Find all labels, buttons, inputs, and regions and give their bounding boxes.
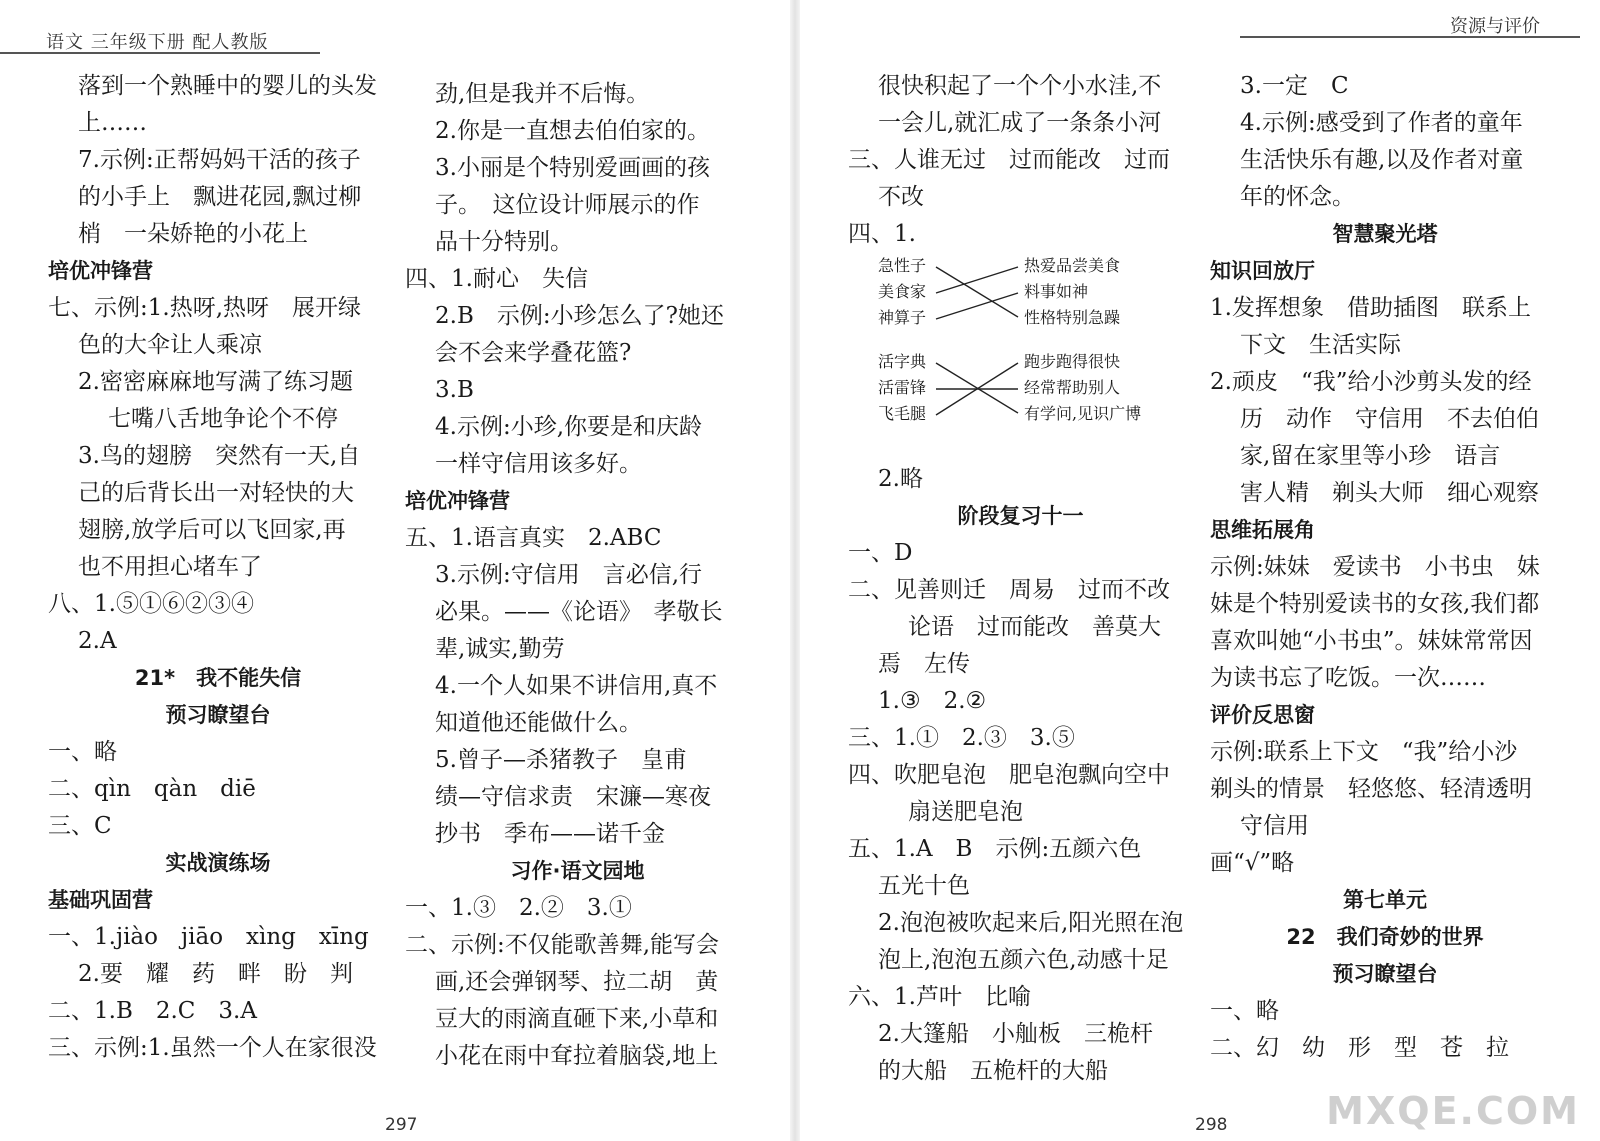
answer-line: 7.示例:正帮妈妈干活的孩子 bbox=[78, 147, 361, 173]
answer-line: 一、略 bbox=[48, 739, 117, 765]
answer-line: 示例:联系上下文 “我”给小沙 bbox=[1210, 739, 1518, 765]
answer-line: 妹是个特别爱读书的女孩,我们都 bbox=[1210, 591, 1540, 617]
matching-term: 料事如神 bbox=[1024, 282, 1089, 301]
answer-line: 七、示例:1.热呀,热呀 展开绿 bbox=[48, 295, 362, 321]
matching-exercise bbox=[878, 253, 1178, 461]
answer-line: 3.鸟的翅膀 突然有一天,自 bbox=[78, 443, 361, 469]
answer-line: 的大船 五桅杆的大船 bbox=[878, 1058, 1108, 1084]
answer-line: 3.小丽是个特别爱画画的孩 bbox=[435, 155, 710, 181]
answer-line: 家,留在家里等小珍 语言 bbox=[1240, 443, 1501, 469]
matching-term: 性格特别急躁 bbox=[1024, 308, 1121, 327]
answer-line: 3.B bbox=[435, 377, 474, 403]
answer-line: 生活快乐有趣,以及作者对童 bbox=[1240, 147, 1524, 173]
answer-line: 四、吹肥皂泡 肥皂泡飘向空中 bbox=[848, 762, 1170, 788]
answer-line: 2.略 bbox=[878, 466, 923, 492]
answer-line: 劲,但是我并不后悔。 bbox=[435, 81, 650, 107]
section-heading: 思维拓展角 bbox=[1210, 518, 1315, 542]
answer-line: 一、1.jiào jiāo xìng xīng bbox=[48, 924, 369, 950]
answer-line: 2.B 示例:小珍怎么了?她还 bbox=[435, 303, 724, 329]
match-line bbox=[936, 267, 1018, 293]
answer-line: 绩—守信求责 宋濂—寒夜 bbox=[435, 784, 711, 810]
section-title: 预习瞭望台 bbox=[165, 703, 271, 727]
matching-term: 热爱品尝美食 bbox=[1024, 256, 1121, 275]
answer-line: 豆大的雨滴直砸下来,小草和 bbox=[435, 1006, 719, 1032]
answer-line: 2.密密麻麻地写满了练习题 bbox=[78, 369, 353, 395]
matching-term: 经常帮助别人 bbox=[1024, 378, 1121, 397]
answer-line: 知道他还能做什么。 bbox=[435, 710, 642, 736]
right-column-1 bbox=[848, 68, 1193, 1090]
answer-line: 二、幻 幼 形 型 苍 拉 bbox=[1210, 1035, 1509, 1061]
answer-line: 的小手上 飘进花园,飘过柳 bbox=[78, 184, 362, 210]
answer-line: 害人精 剃头大师 细心观察 bbox=[1240, 480, 1539, 506]
answer-line: 示例:妹妹 爱读书 小书虫 妹 bbox=[1210, 554, 1540, 580]
section-heading: 评价反思窗 bbox=[1210, 703, 1315, 727]
section-title: 第七单元 bbox=[1343, 888, 1427, 912]
answer-line: 色的大伞让人乘凉 bbox=[78, 332, 262, 358]
section-title: 21* 我不能失信 bbox=[134, 666, 302, 690]
answer-line: 一会儿,就汇成了一条条小河 bbox=[878, 110, 1162, 136]
answer-line: 3.示例:守信用 言必信,行 bbox=[435, 562, 703, 588]
section-heading: 知识回放厅 bbox=[1210, 259, 1315, 283]
answer-line: 2.大篷船 小舢板 三桅杆 bbox=[878, 1021, 1153, 1047]
answer-line: 一、D bbox=[848, 540, 913, 566]
answer-line: 小花在雨中耷拉着脑袋,地上 bbox=[435, 1043, 719, 1069]
answer-line: 3.一定 C bbox=[1240, 73, 1349, 99]
answer-line: 梢 一朵娇艳的小花上 bbox=[78, 221, 308, 247]
answer-line: 年的怀念。 bbox=[1240, 184, 1355, 210]
answer-line: 论语 过而能改 善莫大 bbox=[908, 614, 1161, 640]
answer-line: 1.发挥想象 借助插图 联系上 bbox=[1210, 295, 1531, 321]
matching-term: 有学问,见识广博 bbox=[1024, 404, 1142, 423]
answer-line: 焉 左传 bbox=[878, 651, 970, 677]
answer-line: 上…… bbox=[78, 110, 147, 136]
answer-line: 2.你是一直想去伯伯家的。 bbox=[435, 118, 710, 144]
answer-line: 落到一个熟睡中的婴儿的头发 bbox=[78, 73, 377, 99]
answer-line: 1.③ 2.② bbox=[878, 688, 987, 714]
left-header-rule bbox=[0, 52, 320, 54]
answer-line: 六、1.芦叶 比喻 bbox=[848, 984, 1031, 1010]
answer-line: 4.一个人如果不讲信用,真不 bbox=[435, 673, 718, 699]
book-spine bbox=[790, 0, 800, 1141]
answer-line: 五、1.A B 示例:五颜六色 bbox=[848, 836, 1142, 862]
section-title: 智慧聚光塔 bbox=[1332, 222, 1438, 246]
section-heading: 基础巩固营 bbox=[48, 888, 153, 912]
answer-line: 扇送肥皂泡 bbox=[908, 799, 1023, 825]
answer-line: 三、人谁无过 过而能改 过而 bbox=[848, 147, 1170, 173]
answer-line: 八、1.⑤①⑥②③④ bbox=[48, 591, 254, 617]
answer-line: 也不用担心堵车了 bbox=[78, 554, 262, 580]
matching-term: 美食家 bbox=[878, 282, 927, 301]
match-line bbox=[936, 293, 1018, 319]
matching-term: 飞毛腿 bbox=[878, 404, 927, 423]
answer-line: 二、见善则迁 周易 过而不改 bbox=[848, 577, 1170, 603]
answer-line: 抄书 季布——诺千金 bbox=[435, 821, 665, 847]
answer-line: 一、1.③ 2.② 3.① bbox=[405, 895, 632, 921]
answer-line: 五光十色 bbox=[878, 873, 970, 899]
answer-line: 画“√”略 bbox=[1210, 850, 1295, 876]
answer-line: 很快积起了一个个小水洼,不 bbox=[878, 73, 1162, 99]
right-column-1-bottom bbox=[848, 461, 1193, 1090]
matching-term: 神算子 bbox=[878, 308, 927, 327]
right-page-header: 资源与评价 bbox=[1450, 16, 1540, 37]
answer-line: 三、示例:1.虽然一个人在家很没 bbox=[48, 1035, 377, 1061]
matching-term: 活雷锋 bbox=[878, 378, 927, 397]
answer-line: 2.要 耀 药 畔 盼 判 bbox=[78, 961, 353, 987]
right-column-1-top bbox=[848, 68, 1193, 253]
right-page bbox=[800, 0, 1600, 1141]
right-page-number: 298 bbox=[1195, 1115, 1228, 1135]
answer-line: 辈,诚实,勤劳 bbox=[435, 636, 565, 662]
answer-line: 画,还会弹钢琴、拉二胡 黄 bbox=[435, 969, 719, 995]
answer-line: 5.曾子—杀猪教子 皇甫 bbox=[435, 747, 687, 773]
answer-line: 二、1.B 2.C 3.A bbox=[48, 998, 257, 1024]
matching-term: 急性子 bbox=[878, 256, 927, 275]
answer-line: 不改 bbox=[878, 184, 924, 210]
right-column-2 bbox=[1210, 68, 1560, 1067]
answer-line: 守信用 bbox=[1240, 813, 1309, 839]
answer-line: 二、qìn qàn diē bbox=[48, 776, 256, 802]
matching-term: 跑步跑得很快 bbox=[1024, 352, 1121, 371]
answer-line: 翅膀,放学后可以飞回家,再 bbox=[78, 517, 346, 543]
answer-line: 下文 生活实际 bbox=[1240, 332, 1401, 358]
left-page-number: 297 bbox=[385, 1115, 418, 1135]
answer-line: 四、1.耐心 失信 bbox=[405, 266, 588, 292]
answer-line: 2.顽皮 “我”给小沙剪头发的经 bbox=[1210, 369, 1532, 395]
answer-line: 为读书忘了吃饭。一次…… bbox=[1210, 665, 1486, 691]
answer-line: 子。 这位设计师展示的作 bbox=[435, 192, 700, 218]
answer-line: 泡上,泡泡五颜六色,动感十足 bbox=[878, 947, 1169, 973]
left-column-2 bbox=[405, 76, 750, 1075]
answer-line: 会不会来学叠花篮? bbox=[435, 340, 632, 366]
left-column-1 bbox=[48, 68, 388, 1067]
answer-line: 一、略 bbox=[1210, 998, 1279, 1024]
answer-line: 4.示例:感受到了作者的童年 bbox=[1240, 110, 1523, 136]
section-title: 阶段复习十一 bbox=[957, 504, 1084, 528]
answer-line: 品十分特别。 bbox=[435, 229, 573, 255]
left-page-header: 语文 三年级下册 配人教版 bbox=[46, 32, 269, 53]
answer-line: 一样守信用该多好。 bbox=[435, 451, 642, 477]
answer-line: 历 动作 守信用 不去伯伯 bbox=[1240, 406, 1539, 432]
answer-line: 4.示例:小珍,你要是和庆龄 bbox=[435, 414, 703, 440]
answer-line: 2.泡泡被吹起来后,阳光照在泡 bbox=[878, 910, 1184, 936]
watermark: MXQE.COM bbox=[1326, 1089, 1580, 1133]
answer-line: 喜欢叫她“小书虫”。妹妹常常因 bbox=[1210, 628, 1533, 654]
answer-line: 2.A bbox=[78, 628, 117, 654]
section-heading: 培优冲锋营 bbox=[48, 259, 153, 283]
answer-line: 必果。——《论语》 孝敬长 bbox=[435, 599, 723, 625]
answer-line: 三、C bbox=[48, 813, 112, 839]
match-line bbox=[936, 267, 1018, 317]
right-header-rule bbox=[1240, 36, 1580, 38]
section-heading: 培优冲锋营 bbox=[405, 489, 510, 513]
answer-line: 二、示例:不仅能歌善舞,能写会 bbox=[405, 932, 720, 958]
matching-term: 活字典 bbox=[878, 352, 927, 371]
answer-line: 五、1.语言真实 2.ABC bbox=[405, 525, 662, 551]
section-title: 习作·语文园地 bbox=[510, 859, 645, 883]
answer-line: 四、1. bbox=[848, 221, 916, 247]
section-title: 预习瞭望台 bbox=[1332, 962, 1438, 986]
answer-line: 己的后背长出一对轻快的大 bbox=[78, 480, 354, 506]
answer-line: 剃头的情景 轻悠悠、轻清透明 bbox=[1210, 776, 1532, 802]
answer-line: 七嘴八舌地争论个不停 bbox=[108, 406, 338, 432]
section-title: 22 我们奇妙的世界 bbox=[1286, 925, 1484, 949]
answer-line: 三、1.① 2.③ 3.⑤ bbox=[848, 725, 1075, 751]
section-title: 实战演练场 bbox=[165, 851, 271, 875]
left-page bbox=[0, 0, 790, 1141]
